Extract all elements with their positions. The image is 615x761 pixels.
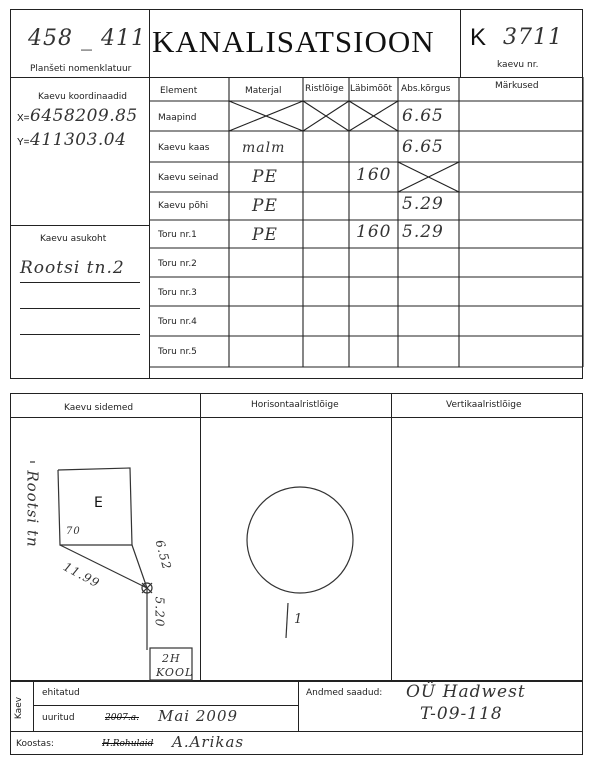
page-title: KANALISATSIOON xyxy=(152,24,435,59)
vertical-section-label: Vertikaalristlõige xyxy=(446,400,522,410)
table-row-label: Toru nr.3 xyxy=(158,288,197,298)
table-row-label: Toru nr.4 xyxy=(158,317,197,327)
table-header-abs-height: Abs.kõrgus xyxy=(401,84,451,94)
coord-y-prefix: Y= xyxy=(17,137,30,148)
table-cell-material: malm xyxy=(242,140,286,156)
tie-dimension-4: 70 xyxy=(66,526,81,537)
table-header-remarks: Märkused xyxy=(495,81,539,91)
building-mark: E xyxy=(94,495,103,511)
table-row-label: Maapind xyxy=(158,113,197,123)
table-cell-material: PE xyxy=(252,167,278,187)
footer-divider-mid xyxy=(298,681,299,731)
horizontal-section-label: Horisontaalristlõige xyxy=(251,400,339,410)
footer-row-line xyxy=(33,705,298,706)
street-name-vertical: Rootsi tn xyxy=(23,470,42,548)
table-cell-abs-height: 6.65 xyxy=(402,106,444,126)
table-cell-diameter: 160 xyxy=(356,165,392,185)
table-cell-material: PE xyxy=(252,225,278,245)
well-number-label: kaevu nr. xyxy=(497,60,539,70)
sheet-nomenclature-value: 458 _ 411 xyxy=(28,26,146,51)
table-header-material: Materjal xyxy=(245,86,282,96)
measured-label: uuritud xyxy=(42,713,75,723)
data-source-code: T-09-118 xyxy=(420,704,503,724)
data-source-company: OÜ Hadwest xyxy=(406,682,526,702)
table-row-label: Toru nr.5 xyxy=(158,347,197,357)
building-type: 2H xyxy=(162,652,181,665)
sheet-nomenclature-label: Planšeti nomenklatuur xyxy=(30,64,132,74)
table-cell-abs-height: 5.29 xyxy=(402,194,444,214)
location-label: Kaevu asukoht xyxy=(40,234,107,244)
data-source-label: Andmed saadud: xyxy=(306,688,383,698)
measured-date: Mai 2009 xyxy=(158,707,239,725)
built-label: ehitatud xyxy=(42,688,80,698)
measured-struck-year: 2007.a. xyxy=(105,713,139,723)
table-header-cross-section: Ristlõige xyxy=(305,84,344,94)
footer-bottom-line xyxy=(10,731,583,732)
table-row-label: Kaevu seinad xyxy=(158,173,219,183)
table-cell-abs-height: 6.65 xyxy=(402,137,444,157)
table-header-diameter: Läbimõõt xyxy=(350,84,393,94)
compiled-struck-name: H.Rohulaid xyxy=(102,739,154,749)
table-header-element: Element xyxy=(160,86,198,96)
well-vertical-label: Kaev xyxy=(14,696,25,720)
coordinates-label: Kaevu koordinaadid xyxy=(38,92,128,102)
coord-y-value: 411303.04 xyxy=(30,130,127,150)
table-cell-abs-height: 5.29 xyxy=(402,222,444,242)
table-row-label: Toru nr.1 xyxy=(158,230,197,240)
table-cell-material: PE xyxy=(252,196,278,216)
building-material: KOOL xyxy=(156,666,194,679)
well-ties-label: Kaevu sidemed xyxy=(64,403,134,413)
pipe-mark: 1 xyxy=(294,612,304,627)
coord-x-prefix: X= xyxy=(17,113,30,124)
table-row-label: Kaevu kaas xyxy=(158,143,210,153)
table-row-label: Toru nr.2 xyxy=(158,259,197,269)
well-letter: K xyxy=(470,24,487,51)
compiled-label: Koostas: xyxy=(16,739,54,749)
tie-dimension-1: 11.99 xyxy=(61,559,103,591)
compiled-name: A.Arikas xyxy=(172,733,245,751)
table-row-label: Kaevu põhi xyxy=(158,201,209,211)
well-number-value: 3711 xyxy=(503,25,563,50)
coord-x-value: 6458209.85 xyxy=(30,106,138,126)
location-value: Rootsi tn.2 xyxy=(20,258,125,278)
table-cell-diameter: 160 xyxy=(356,222,392,242)
tie-dimension-3: 5.20 xyxy=(152,596,167,628)
tie-dimension-2: 6.52 xyxy=(152,538,175,572)
